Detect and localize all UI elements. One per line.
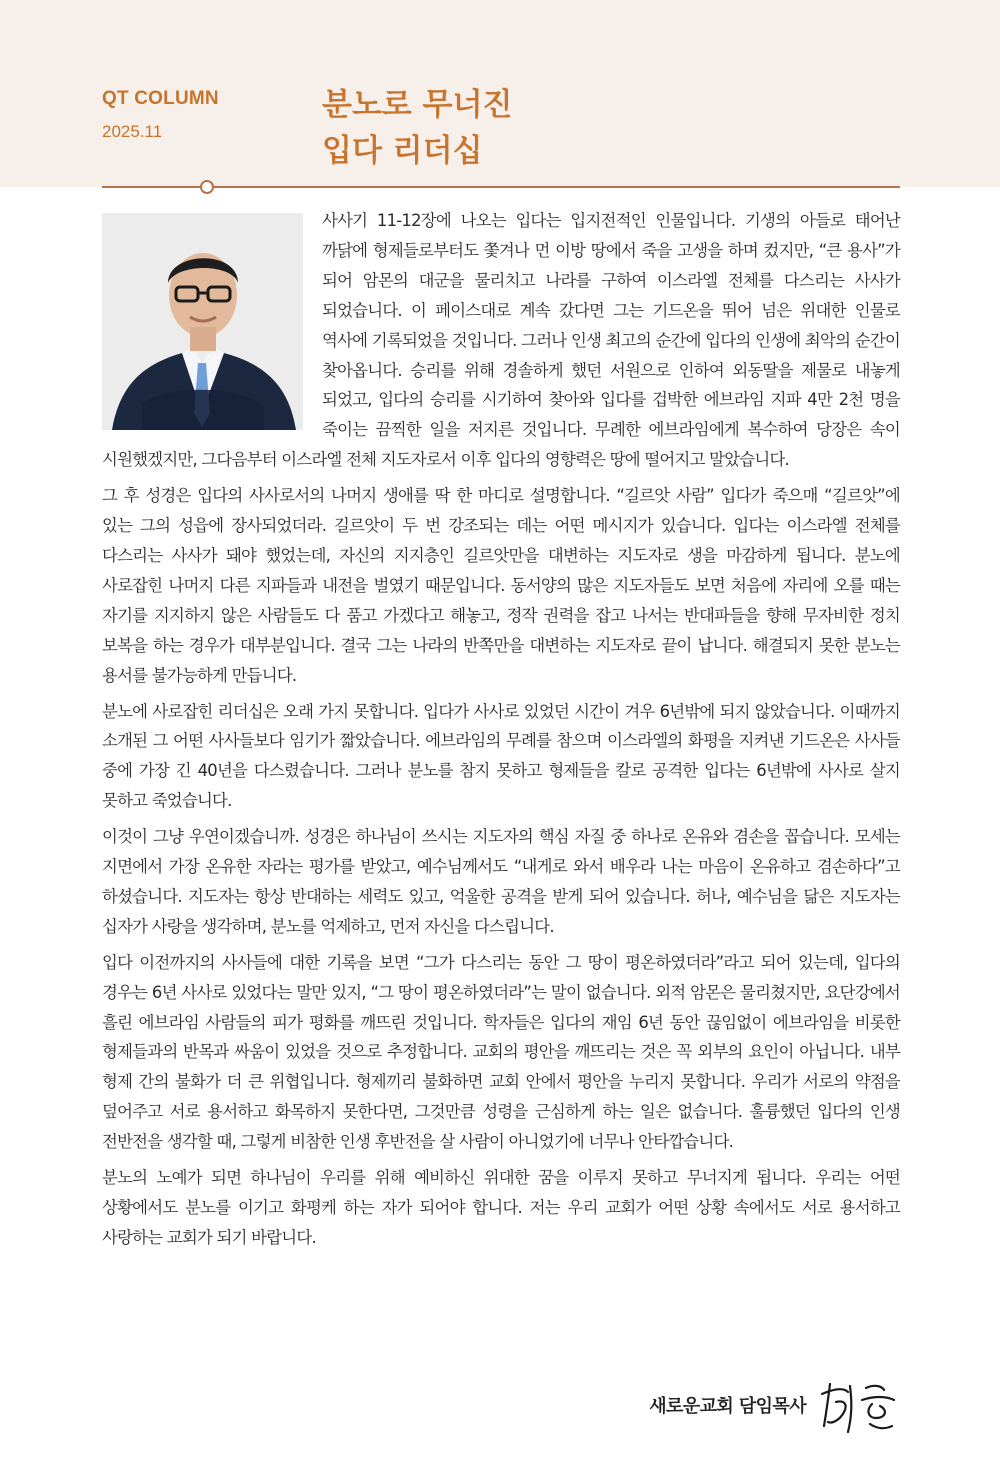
paragraph-3: 분노에 사로잡힌 리더십은 오래 가지 못합니다. 입다가 사사로 있었던 시간이 겨우 6년밖에 되지 않았습니다. 이때까지 소개된 그 어떤 사사들보다 임기가 짧았습니다. 에브라임의 무례를 참으며 이스라엘의 화평을 지켜낸 기드온은 사사들 중에 가장 긴 40년을 다스렸습니다. 그러나 분노를 참지 못하고 형제들을 칼로 공격한 입다는 6년밖에 사사로 살지 못하고 죽었습니다. [102, 701, 900, 811]
divider-dot [200, 180, 214, 194]
signoff-text: 새로운교회 담임목사 [649, 1396, 806, 1417]
paragraph-1: 사사기 11-12장에 나오는 입다는 입지전적인 인물입니다. 기생의 아들로 태어난 까닭에 형제들로부터도 쫓겨나 먼 이방 땅에서 죽을 고생을 하며 컸지만, “큰 용사”가 되어 암몬의 대군을 물리치고 나라를 구하여 이스라엘 전체를 다스리는 사사가 되었습니다. 이 페이스대로 계속 갔다면 그는 기드온을 뛰어 넘은 위대한 인물로 역사에 기록되었을 것입니다. 그러나 인생 최고의 순간에 입다의 인생에 최악의 순간이 찾아옵니다. 승리를 위해 경솔하게 했던 서원으로 인하여 외동딸을 제물로 내놓게 되었고, 입다의 승리를 시기하여 찾아와 입다를 겁박한 에브라임 지파 4만 2천 명을 죽이는 끔찍한 일을 저지른 것입니다. 무례한 에브라임에게 복수하여 당장은 속이 시원했겠지만, 그다음부터 이스라엘 전체 지도자로서 이후 입다의 영향력은 땅에 떨어지고 말았습니다. [102, 211, 900, 470]
issue-date: 2025.11 [102, 122, 163, 141]
photo-wrap-space [102, 206, 322, 444]
paragraph-2: 그 후 성경은 입다의 사사로서의 나머지 생애를 딱 한 마디로 설명합니다. “길르앗 사람” 입다가 죽으매 “길르앗”에 있는 그의 성읍에 장사되었더라. 길르앗이 두 번 강조되는 데는 어떤 메시지가 있습니다. 입다는 이스라엘 전체를 다스리는 사사가 돼야 했었는데, 자신의 지지층인 길르앗만을 대변하는 지도자로 생을 마감하게 됩니다. 분노에 사로잡힌 나머지 다른 지파들과 내전을 벌였기 때문입니다. 동서양의 많은 지도자들도 보면 처음에 자리에 오를 때는 자기를 지지하지 않은 사람들도 다 품고 가겠다고 해놓고, 정작 권력을 잡고 나서는 반대파들을 향해 무자비한 정치 보복을 하는 경우가 대부분입니다. 결국 그는 나라의 반쪽만을 대변하는 지도자로 끝이 납니다. 해결되지 못한 분노는 용서를 불가능하게 만듭니다. [102, 486, 900, 685]
title-line-1: 분노로 무너진 [322, 87, 513, 123]
header-divider [102, 186, 900, 188]
paragraph-4: 이것이 그냥 우연이겠습니까. 성경은 하나님이 쓰시는 지도자의 핵심 자질 중 하나로 온유와 겸손을 꼽습니다. 모세는 지면에서 가장 온유한 자라는 평가를 받았고, 예수님께서도 “내게로 와서 배우라 나는 마음이 온유하고 겸손하다”고 하셨습니다. 지도자는 항상 반대하는 세력도 있고, 억울한 공격을 받게 되어 있습니다. 허나, 예수님을 닮은 지도자는 십자가 사랑을 생각하며, 분노를 억제하고, 먼저 자신을 다스립니다. [102, 827, 900, 936]
signature-row [649, 1374, 900, 1436]
column-body [102, 206, 900, 1259]
paragraph-6: 분노의 노예가 되면 하나님이 우리를 위해 예비하신 위대한 꿈을 이루지 못하고 무너지게 됩니다. 우리는 어떤 상황에서도 분노를 이기고 화평케 하는 자가 되어야 합니다. 저는 우리 교회가 어떤 상황 속에서도 서로 용서하고 사랑하는 교회가 되기 바랍니다. [102, 1168, 900, 1247]
page-title [322, 82, 512, 174]
paragraph-5: 입다 이전까지의 사사들에 대한 기록을 보면 “그가 다스리는 동안 그 땅이 평온하였더라”라고 되어 있는데, 입다의 경우는 6년 사사로 있었다는 말만 있지, “그 땅이 평온하였더라”는 말이 없습니다. 외적 암몬은 물리쳤지만, 요단강에서 흘린 에브라임 사람들의 피가 평화를 깨뜨린 것입니다. 학자들은 입다의 재임 6년 동안 끊임없이 에브라임을 비롯한 형제들과의 반목과 싸움이 있었을 것으로 추정합니다. 교회의 평안을 깨뜨리는 것은 꼭 외부의 요인이 아닙니다. 내부 형제 간의 불화가 더 큰 위협입니다. 형제끼리 불화하면 교회 안에서 평안을 누리지 못합니다. 우리가 서로의 약점을 덮어주고 서로 용서하고 화목하지 못한다면, 그것만큼 성령을 근심하게 하는 일은 없습니다. 훌륭했던 입다의 인생 전반전을 생각할 때, 그렇게 비참한 인생 후반전을 살 사람이 아니었기에 너무나 안타깝습니다. [102, 952, 900, 1152]
title-line-2: 입다 리더십 [322, 133, 483, 169]
handwritten-signature [814, 1374, 900, 1436]
column-kicker: QT COLUMN [102, 88, 219, 109]
